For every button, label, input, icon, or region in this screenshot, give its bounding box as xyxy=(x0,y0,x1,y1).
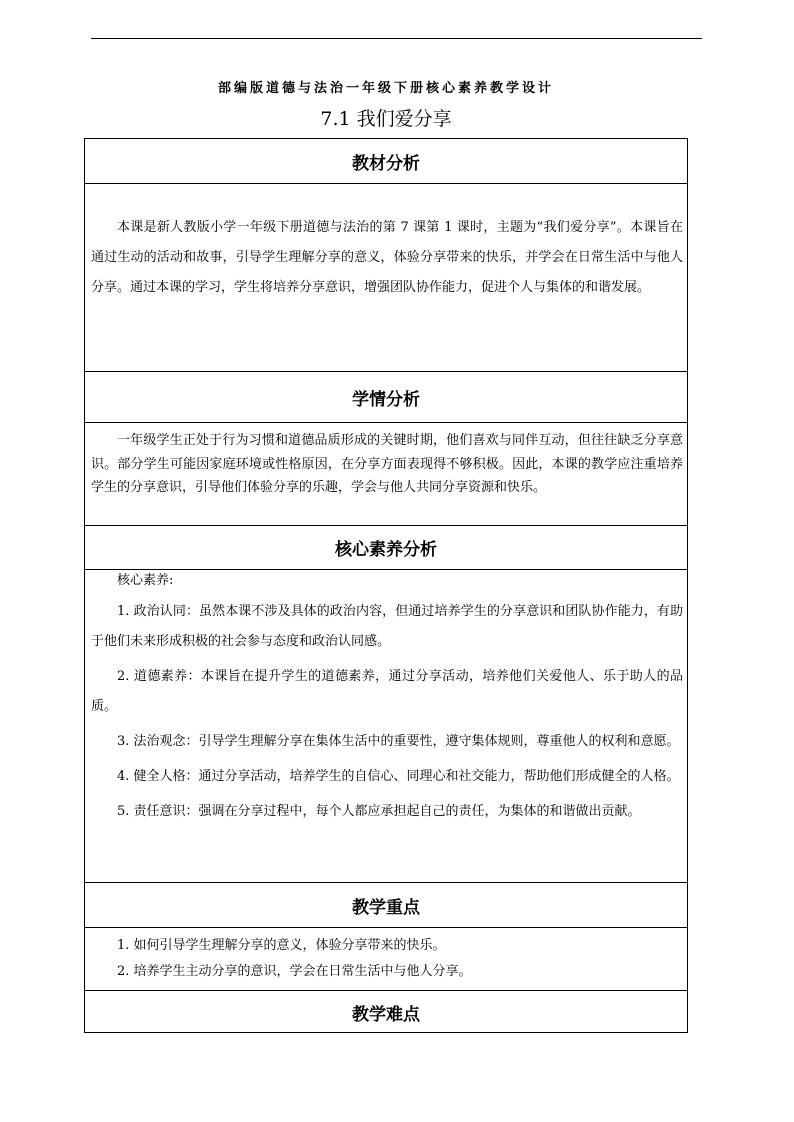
difficulties-heading-label: 教学难点 xyxy=(352,1004,420,1025)
header-rule xyxy=(91,38,702,39)
row-divider xyxy=(85,183,687,184)
section-heading-key-points xyxy=(85,883,687,927)
lesson-title: 7.1 我们爱分享 xyxy=(320,108,452,130)
core-literacy-body xyxy=(85,570,687,883)
core-literacy-item: 4. 健全人格：通过分享活动，培养学生的自信心、同理心和社交能力，帮助他们形成健全的人格。 xyxy=(117,769,680,784)
student-analysis-paragraph: 一年级学生正处于行为习惯和道德品质形成的关键时期，他们喜欢与同伴互动，但往往缺乏分享意识。部分学生可能因家庭环境或性格原因，在分享方面表现得不够积极。因此，本课的教学应注重培养学生的分享意识，引导他们体验分享的乐趣，学会与他人共同分享资源和快乐。 xyxy=(91,433,683,495)
section-heading-literacy xyxy=(85,526,687,569)
section-heading-students xyxy=(85,372,687,422)
literacy-heading-label: 核心素养分析 xyxy=(335,540,437,560)
lesson-plan-table xyxy=(84,138,688,1033)
textbook-analysis-paragraph: 本课是新人教版小学一年级下册道德与法治的第 7 课第 1 课时，主题为“我们爱分享”。本课旨在通过生动的活动和故事，引导学生理解分享的意义，体验分享带来的快乐，并学会在日常生活中与他人分享。通过本课的学习，学生将培养分享意识，增强团队协作能力，促进个人与集体的和谐发展。 xyxy=(91,220,683,295)
key-points-body xyxy=(85,933,687,993)
core-literacy-item: 2. 道德素养：本课旨在提升学生的道德素养，通过分享活动，培养他们关爱他人、乐于助人的品质。 xyxy=(91,669,683,714)
section-heading-difficulties xyxy=(85,991,687,1033)
textbook-analysis-body xyxy=(85,213,687,363)
core-literacy-label: 核心素养: xyxy=(117,573,174,588)
series-title: 部编版道德与法治一年级下册核心素养教学设计 xyxy=(217,81,554,96)
row-divider xyxy=(85,422,687,423)
students-heading-label: 学情分析 xyxy=(352,389,420,410)
key-points-heading-label: 教学重点 xyxy=(352,897,420,918)
key-point-item: 2. 培养学生主动分享的意识，学会在日常生活中与他人分享。 xyxy=(117,964,472,979)
key-point-item: 1. 如何引导学生理解分享的意义，体验分享带来的快乐。 xyxy=(117,938,446,953)
core-literacy-item: 3. 法治观念：引导学生理解分享在集体生活中的重要性，遵守集体规则，尊重他人的权利和意愿。 xyxy=(117,734,680,749)
section-heading-textbook xyxy=(85,139,687,183)
core-literacy-item: 5. 责任意识：强调在分享过程中，每个人都应承担起自己的责任，为集体的和谐做出贡献。 xyxy=(117,804,641,819)
core-literacy-item: 1. 政治认同：虽然本课不涉及具体的政治内容，但通过培养学生的分享意识和团队协作能力，有助于他们未来形成积极的社会参与态度和政治认同感。 xyxy=(91,604,683,649)
row-divider xyxy=(85,927,687,928)
student-analysis-body xyxy=(85,429,687,523)
textbook-heading-label: 教材分析 xyxy=(352,153,420,174)
